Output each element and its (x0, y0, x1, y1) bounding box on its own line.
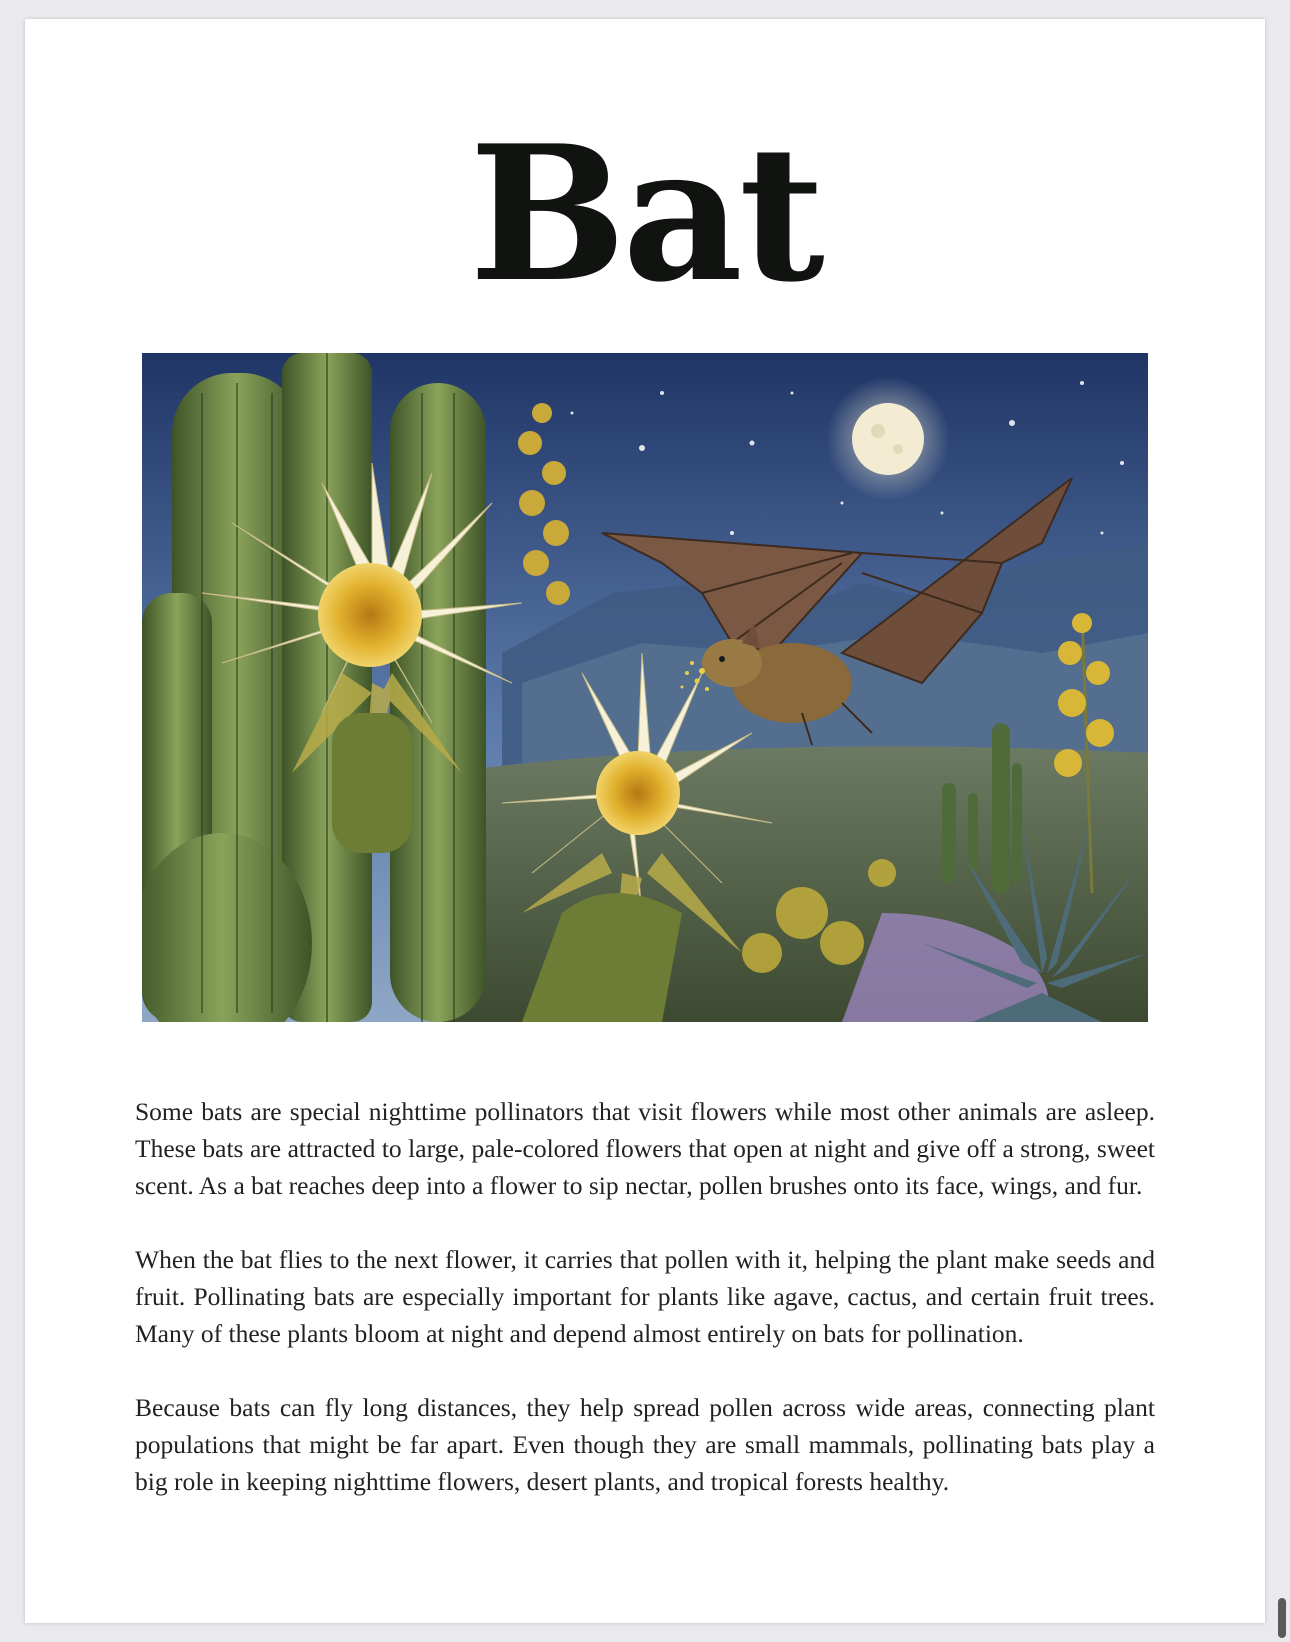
illustration-bat-pollinating-cactus (142, 353, 1148, 1022)
paragraph: When the bat flies to the next flower, it carries that pollen with it, helping the plant make seeds and fruit. Pollinating bats are especially important for plants like agave, cactus, and certain fruit trees. Many of these plants bloom at night and depend almost entirely on bats for pollination. (135, 1245, 1155, 1348)
paragraph: Some bats are special nighttime pollinators that visit flowers while most other animals are asleep. These bats are attracted to large, pale-colored flowers that open at night and give off a strong, sweet scent. As a bat reaches deep into a flower to sip nectar, pollen brushes onto its face, wings, and fur. (135, 1097, 1155, 1200)
page-title: Bat (469, 104, 821, 323)
scrollbar-thumb[interactable] (1278, 1598, 1286, 1638)
document-page (25, 19, 1265, 1623)
article-body (135, 1093, 1155, 1537)
paragraph: Because bats can fly long distances, they help spread pollen across wide areas, connecting plant populations that might be far apart. Even though they are small mammals, pollinating bats play a big role in keeping nighttime flowers, desert plants, and tropical forests healthy. (135, 1393, 1155, 1496)
moon-icon (826, 377, 950, 501)
